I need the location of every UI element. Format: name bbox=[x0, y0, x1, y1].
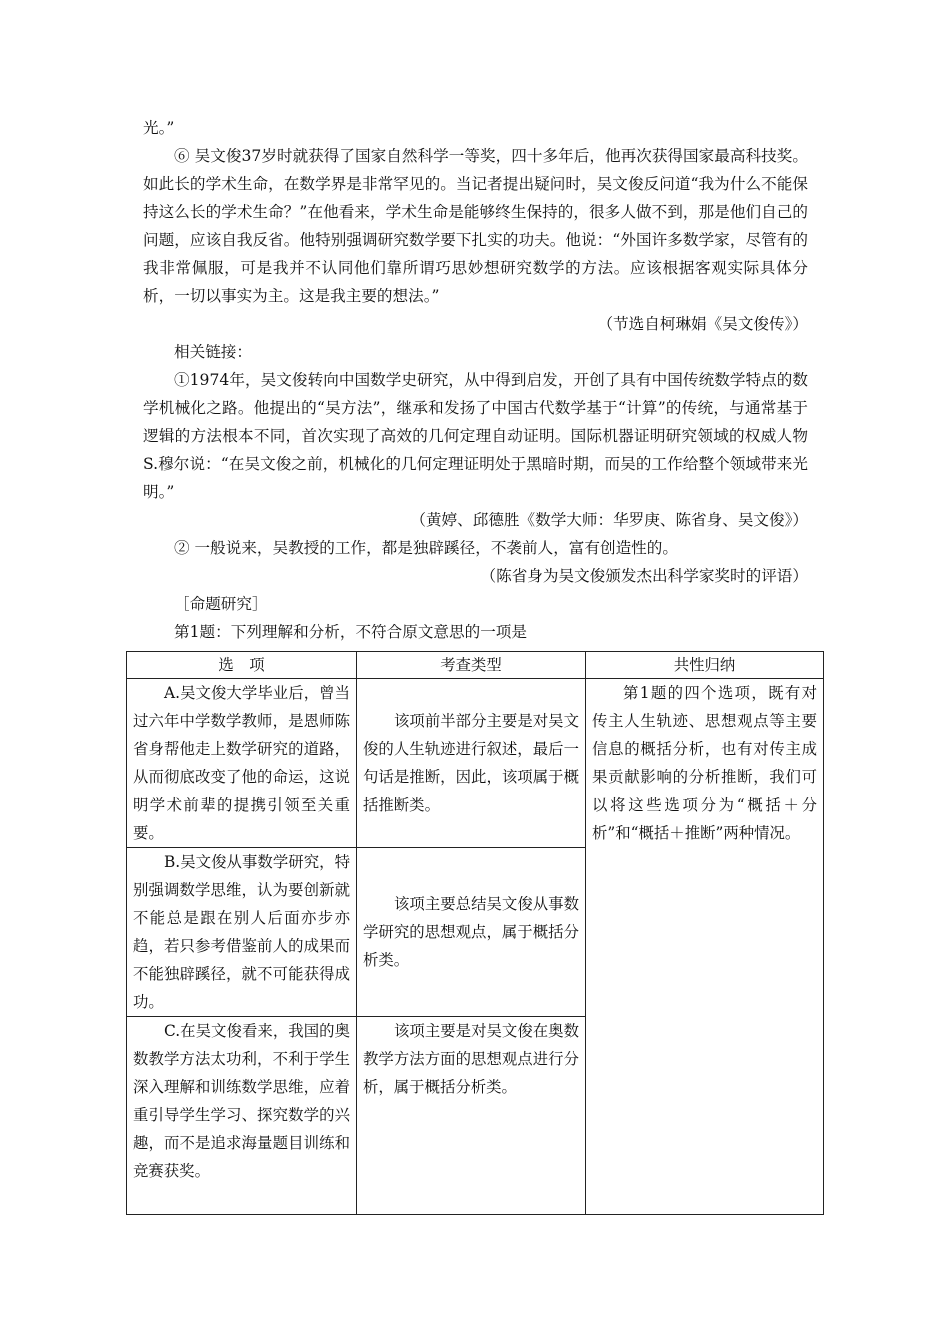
type-c: 该项主要是对吴文俊在奥数教学方法方面的思想观点进行分析，属于概括分析类。 bbox=[357, 1017, 586, 1215]
table-row bbox=[127, 679, 824, 848]
related-paragraph-2: ② 一般说来，吴教授的工作，都是独辟蹊径，不袭前人，富有创造性的。 bbox=[174, 539, 678, 557]
header-option: 选 项 bbox=[127, 652, 357, 679]
related-source-1: （黄婷、邱德胜《数学大师：华罗庚、陈省身、吴文俊》） bbox=[410, 511, 808, 529]
article-source: （节选自柯琳娟《吴文俊传》） bbox=[597, 315, 808, 333]
option-a: A.吴文俊大学毕业后，曾当过六年中学数学教师，是恩师陈省身帮他走上数学研究的道路，从而彻底改变了他的命运，这说明学术前辈的提携引领至关重要。 bbox=[127, 679, 357, 848]
type-a: 该项前半部分主要是对吴文俊的人生轨迹进行叙述，最后一句话是推断，因此，该项属于概括推断类。 bbox=[357, 679, 586, 848]
header-type: 考查类型 bbox=[357, 652, 586, 679]
header-summary: 共性归纳 bbox=[586, 652, 824, 679]
research-heading: ［命题研究］ bbox=[174, 595, 268, 613]
article-paragraph-6: ⑥ 吴文俊37岁时就获得了国家自然科学一等奖，四十多年后，他再次获得国家最高科技奖。如此长的学术生命，在数学界是非常罕见的。当记者提出疑问时，吴文俊反问道“我为什么不能保持这么长的学术生命？”在他看来，学术生命是能够终生保持的，很多人做不到，那是他们自己的问题，应该自我反省。他特别强调研究数学要下扎实的功夫。他说：“外国许多数学家，尽管有的我非常佩服，可是我并不认同他们靠所谓巧思妙想研究数学的方法。应该根据客观实际具体分析，一切以事实为主。这是我主要的想法。” bbox=[143, 147, 808, 305]
analysis-table bbox=[126, 651, 824, 1215]
related-source-2: （陈省身为吴文俊颁发杰出科学家奖时的评语） bbox=[480, 567, 808, 585]
option-b: B.吴文俊从事数学研究，特别强调数学思维，认为要创新就不能总是跟在别人后面亦步亦趋，若只参考借鉴前人的成果而不能独辟蹊径，就不可能获得成功。 bbox=[127, 848, 357, 1017]
type-b: 该项主要总结吴文俊从事数学研究的思想观点，属于概括分析类。 bbox=[357, 848, 586, 1017]
question-1: 第1题：下列理解和分析，不符合原文意思的一项是 bbox=[174, 623, 527, 641]
related-paragraph-1: ①1974年，吴文俊转向中国数学史研究，从中得到启发，开创了具有中国传统数学特点的数学机械化之路。他提出的“吴方法”，继承和发扬了中国古代数学基于“计算”的传统，与通常基于逻辑的方法根本不同，首次实现了高效的几何定理自动证明。国际机器证明研究领域的权威人物S.穆尔说：“在吴文俊之前，机械化的几何定理证明处于黑暗时期，而吴的工作给整个领域带来光明。” bbox=[143, 371, 808, 501]
summary-cell: 第1题的四个选项，既有对传主人生轨迹、思想观点等主要信息的概括分析，也有对传主成果贡献影响的分析推断，我们可以将这些选项分为“概括＋分析”和“概括＋推断”两种情况。 bbox=[586, 679, 824, 1215]
table-header-row bbox=[127, 652, 824, 679]
related-heading: 相关链接： bbox=[174, 343, 252, 361]
article-paragraph-tail: 光。” bbox=[143, 119, 175, 137]
option-c: C.在吴文俊看来，我国的奥数教学方法太功利，不利于学生深入理解和训练数学思维，应着重引导学生学习、探究数学的兴趣，而不是追求海量题目训练和竞赛获奖。 bbox=[127, 1017, 357, 1215]
